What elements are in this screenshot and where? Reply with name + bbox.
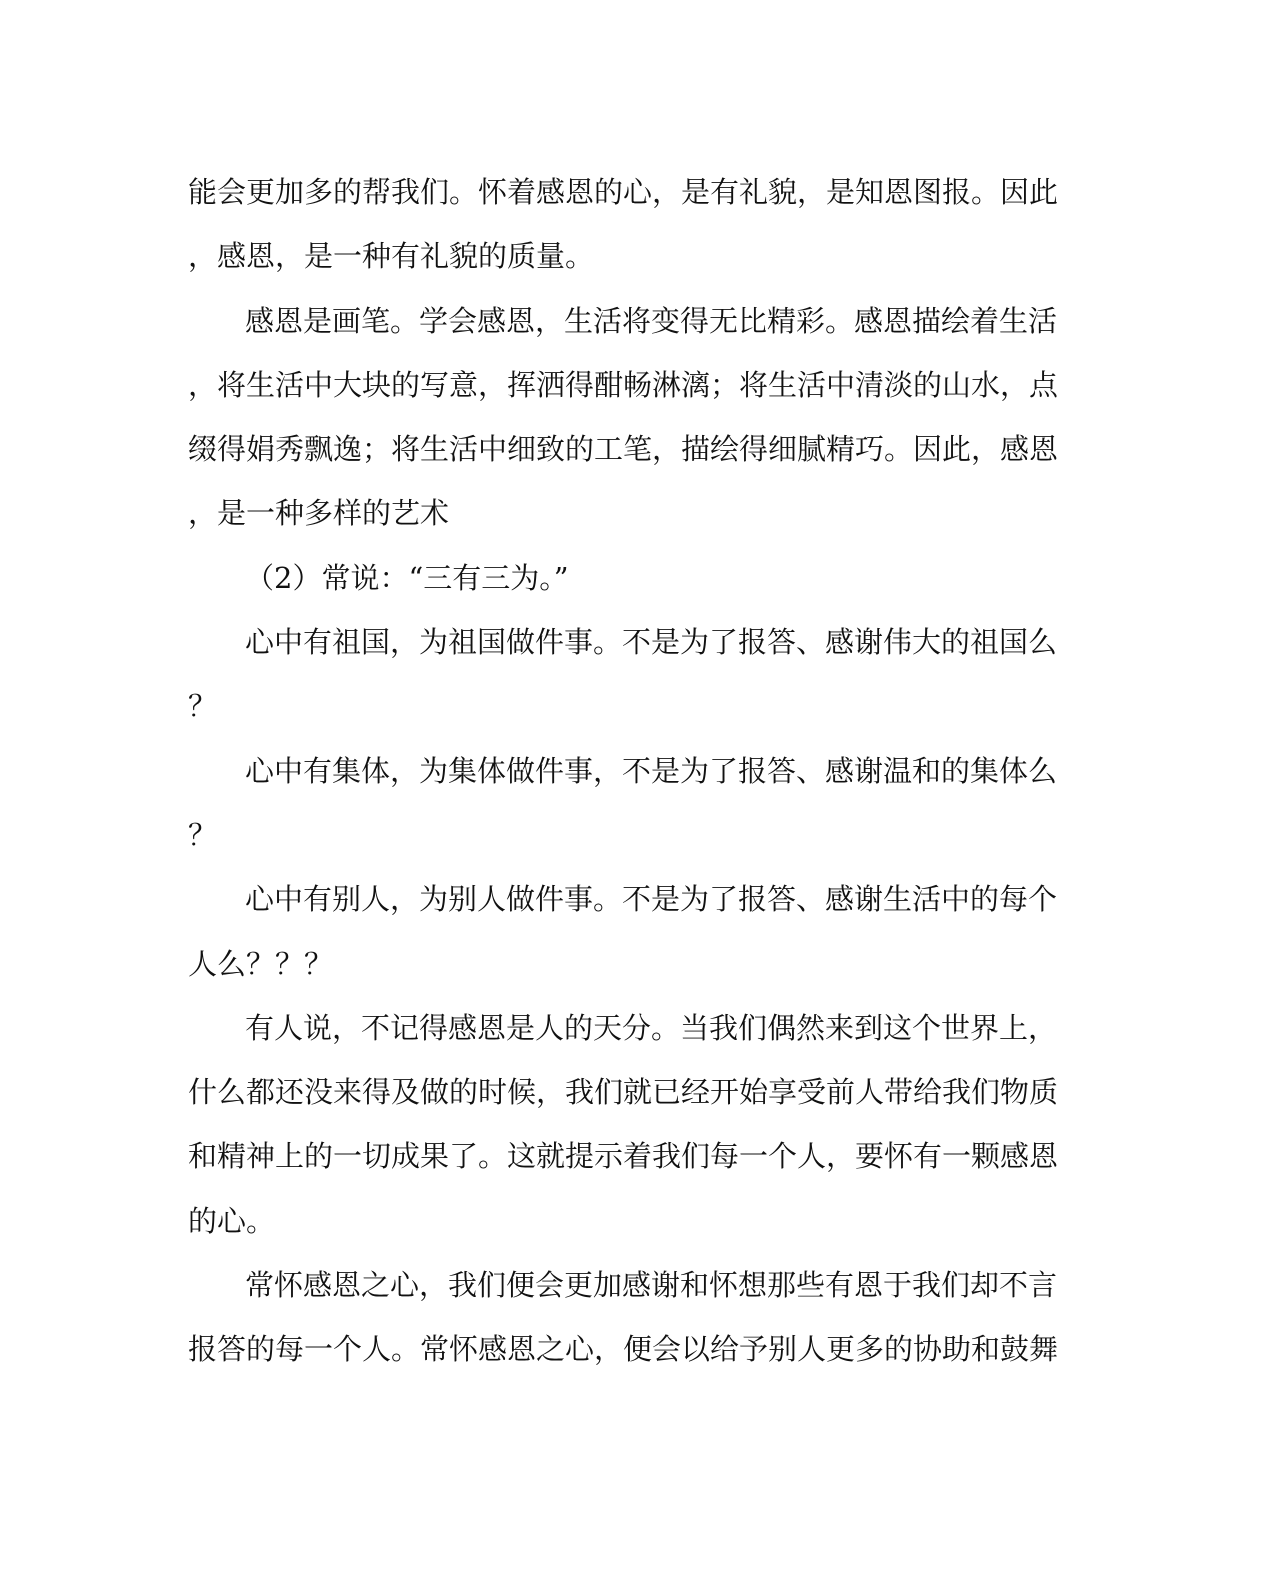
paragraph-start-line: 心中有集体，为集体做件事，不是为了报答、感谢温和的集体么: [245, 753, 1058, 788]
text-line: 报答的每一个人。常怀感恩之心，便会以给予别人更多的协助和鼓舞: [188, 1332, 1059, 1367]
text-line: ，是一种多样的艺术: [188, 496, 450, 531]
text-line: ，感恩，是一种有礼貌的质量。: [188, 239, 595, 274]
section-heading-line: （2）常说：“三有三为。”: [245, 560, 569, 595]
body-text: [188, 160, 1058, 1382]
paragraph-start-line: 常怀感恩之心，我们便会更加感谢和怀想那些有恩于我们却不言: [245, 1268, 1058, 1303]
text-line: 缀得娟秀飘逸；将生活中细致的工笔，描绘得细腻精巧。因此，感恩: [188, 432, 1059, 467]
paragraph-start-line: 感恩是画笔。学会感恩，生活将变得无比精彩。感恩描绘着生活: [245, 303, 1058, 338]
text-line: ？: [188, 817, 218, 852]
paragraph-start-line: 心中有祖国，为祖国做件事。不是为了报答、感谢伟大的祖国么: [245, 625, 1058, 660]
text-line: 和精神上的一切成果了。这就提示着我们每一个人，要怀有一颗感恩: [188, 1139, 1059, 1174]
text-line: ？: [188, 689, 218, 724]
text-line: 能会更加多的帮我们。怀着感恩的心，是有礼貌，是知恩图报。因此: [188, 175, 1059, 209]
text-line: 什么都还没来得及做的时候，我们就已经开始享受前人带给我们物质: [188, 1075, 1059, 1110]
text-line: ，将生活中大块的写意，挥洒得酣畅淋漓；将生活中清淡的山水，点: [188, 367, 1059, 402]
text-line: 人么？？？: [188, 946, 334, 981]
paragraph-start-line: 心中有别人，为别人做件事。不是为了报答、感谢生活中的每个: [245, 882, 1058, 917]
paragraph-start-line: 有人说，不记得感恩是人的天分。当我们偶然来到这个世界上，: [245, 1010, 1058, 1045]
text-line: 的心。: [188, 1203, 276, 1238]
